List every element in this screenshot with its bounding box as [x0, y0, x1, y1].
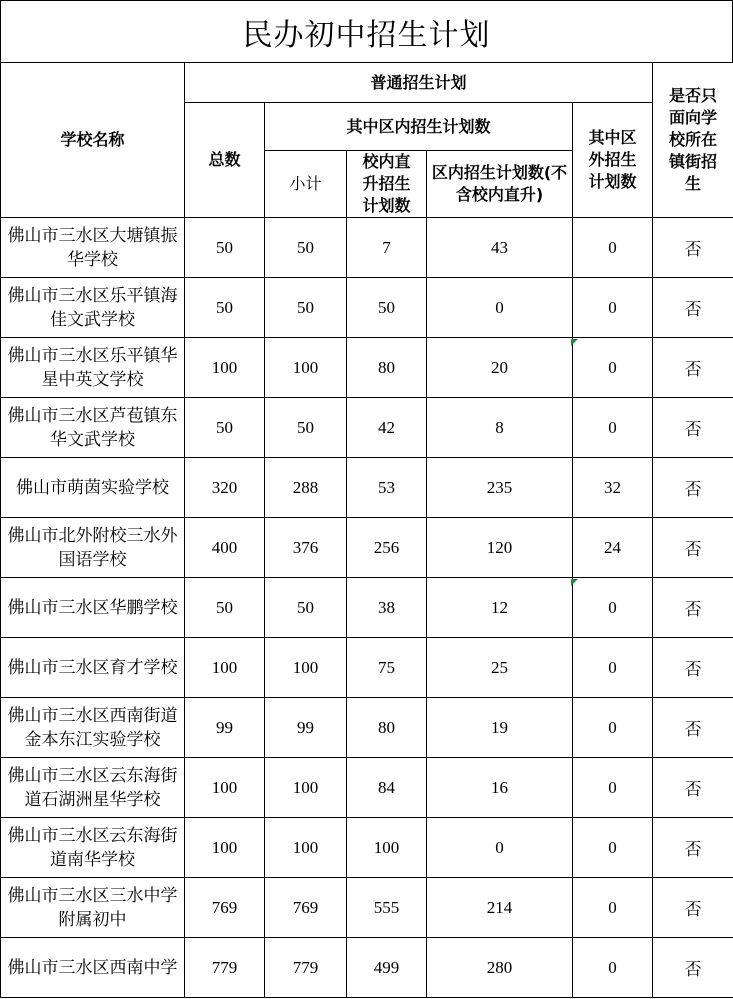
- school-name-cell: 佛山市三水区云东海街道南华学校: [1, 818, 185, 878]
- town-only-cell: 否: [653, 518, 733, 578]
- total-cell: 50: [185, 218, 265, 278]
- subtotal-cell: 100: [265, 638, 347, 698]
- total-cell: 100: [185, 338, 265, 398]
- in-district-cell: 8: [427, 398, 573, 458]
- table-row: [1, 518, 733, 578]
- in-district-cell: 43: [427, 218, 573, 278]
- town-only-cell: 否: [653, 698, 733, 758]
- table-row: [1, 398, 733, 458]
- subtotal-cell: 50: [265, 218, 347, 278]
- header-school-name: 学校名称: [1, 63, 185, 218]
- table-row: [1, 458, 733, 518]
- out-district-cell: 0: [573, 638, 653, 698]
- out-district-cell: 0: [573, 878, 653, 938]
- in-district-cell: 235: [427, 458, 573, 518]
- direct-promotion-cell: 100: [347, 818, 427, 878]
- page-title: 民办初中招生计划: [0, 0, 733, 62]
- table-row: [1, 758, 733, 818]
- total-cell: 769: [185, 878, 265, 938]
- direct-promotion-cell: 80: [347, 698, 427, 758]
- in-district-cell: 0: [427, 278, 573, 338]
- town-only-cell: 否: [653, 278, 733, 338]
- town-only-cell: 否: [653, 758, 733, 818]
- school-name-cell: 佛山市三水区乐平镇华星中英文学校: [1, 338, 185, 398]
- out-district-cell: 0: [573, 578, 653, 638]
- total-cell: 779: [185, 938, 265, 998]
- out-district-cell: 0: [573, 938, 653, 998]
- table-row: [1, 698, 733, 758]
- in-district-cell: 0: [427, 818, 573, 878]
- table-row: [1, 578, 733, 638]
- direct-promotion-cell: 53: [347, 458, 427, 518]
- enrollment-plan-table: [0, 62, 733, 998]
- table-row: [1, 938, 733, 998]
- in-district-cell: 12: [427, 578, 573, 638]
- town-only-cell: 否: [653, 578, 733, 638]
- header-town-only: 是否只面向学校所在镇街招生: [653, 63, 733, 218]
- subtotal-cell: 100: [265, 338, 347, 398]
- town-only-cell: 否: [653, 458, 733, 518]
- out-district-cell: 0: [573, 818, 653, 878]
- town-only-cell: 否: [653, 878, 733, 938]
- subtotal-cell: 769: [265, 878, 347, 938]
- direct-promotion-cell: 84: [347, 758, 427, 818]
- total-cell: 100: [185, 818, 265, 878]
- header-direct-promotion: 校内直升招生计划数: [347, 151, 427, 218]
- header-total: 总数: [185, 103, 265, 218]
- in-district-cell: 20: [427, 338, 573, 398]
- table-row: [1, 638, 733, 698]
- total-cell: 50: [185, 278, 265, 338]
- school-name-cell: 佛山市萌茵实验学校: [1, 458, 185, 518]
- in-district-cell: 25: [427, 638, 573, 698]
- town-only-cell: 否: [653, 218, 733, 278]
- school-name-cell: 佛山市三水区育才学校: [1, 638, 185, 698]
- table-row: [1, 338, 733, 398]
- in-district-cell: 120: [427, 518, 573, 578]
- school-name-cell: 佛山市三水区华鹏学校: [1, 578, 185, 638]
- total-cell: 50: [185, 578, 265, 638]
- direct-promotion-cell: 555: [347, 878, 427, 938]
- direct-promotion-cell: 42: [347, 398, 427, 458]
- school-name-cell: 佛山市三水区西南街道金本东江实验学校: [1, 698, 185, 758]
- direct-promotion-cell: 256: [347, 518, 427, 578]
- out-district-cell: 0: [573, 758, 653, 818]
- total-cell: 320: [185, 458, 265, 518]
- school-name-cell: 佛山市三水区乐平镇海佳文武学校: [1, 278, 185, 338]
- table-row: [1, 878, 733, 938]
- out-district-cell: 32: [573, 458, 653, 518]
- in-district-cell: 16: [427, 758, 573, 818]
- header-in-district-group: 其中区内招生计划数: [265, 103, 573, 151]
- town-only-cell: 否: [653, 638, 733, 698]
- town-only-cell: 否: [653, 818, 733, 878]
- out-district-cell: 0: [573, 698, 653, 758]
- in-district-cell: 19: [427, 698, 573, 758]
- direct-promotion-cell: 75: [347, 638, 427, 698]
- school-name-cell: 佛山市三水区三水中学附属初中: [1, 878, 185, 938]
- subtotal-cell: 50: [265, 398, 347, 458]
- cell-comment-marker: [571, 339, 578, 346]
- table-row: [1, 218, 733, 278]
- direct-promotion-cell: 7: [347, 218, 427, 278]
- total-cell: 100: [185, 758, 265, 818]
- school-name-cell: 佛山市北外附校三水外国语学校: [1, 518, 185, 578]
- subtotal-cell: 50: [265, 578, 347, 638]
- school-name-cell: 佛山市三水区云东海街道石湖洲星华学校: [1, 758, 185, 818]
- total-cell: 100: [185, 638, 265, 698]
- school-name-cell: 佛山市三水区芦苞镇东华文武学校: [1, 398, 185, 458]
- header-subtotal: 小计: [265, 151, 347, 218]
- subtotal-cell: 100: [265, 758, 347, 818]
- subtotal-cell: 100: [265, 818, 347, 878]
- town-only-cell: 否: [653, 938, 733, 998]
- subtotal-cell: 288: [265, 458, 347, 518]
- cell-comment-marker: [571, 579, 578, 586]
- direct-promotion-cell: 499: [347, 938, 427, 998]
- school-name-cell: 佛山市三水区西南中学: [1, 938, 185, 998]
- subtotal-cell: 779: [265, 938, 347, 998]
- out-district-cell: 0: [573, 218, 653, 278]
- subtotal-cell: 376: [265, 518, 347, 578]
- header-general-plan: 普通招生计划: [185, 63, 653, 103]
- subtotal-cell: 50: [265, 278, 347, 338]
- table-row: [1, 278, 733, 338]
- out-district-cell: 24: [573, 518, 653, 578]
- town-only-cell: 否: [653, 398, 733, 458]
- in-district-cell: 214: [427, 878, 573, 938]
- out-district-cell: 0: [573, 278, 653, 338]
- out-district-cell: 0: [573, 338, 653, 398]
- school-name-cell: 佛山市三水区大塘镇振华学校: [1, 218, 185, 278]
- total-cell: 400: [185, 518, 265, 578]
- direct-promotion-cell: 38: [347, 578, 427, 638]
- out-district-cell: 0: [573, 398, 653, 458]
- direct-promotion-cell: 80: [347, 338, 427, 398]
- in-district-cell: 280: [427, 938, 573, 998]
- total-cell: 99: [185, 698, 265, 758]
- total-cell: 50: [185, 398, 265, 458]
- header-out-district: 其中区外招生计划数: [573, 103, 653, 218]
- header-in-district-excl: 区内招生计划数(不含校内直升): [427, 151, 573, 218]
- direct-promotion-cell: 50: [347, 278, 427, 338]
- subtotal-cell: 99: [265, 698, 347, 758]
- town-only-cell: 否: [653, 338, 733, 398]
- table-row: [1, 818, 733, 878]
